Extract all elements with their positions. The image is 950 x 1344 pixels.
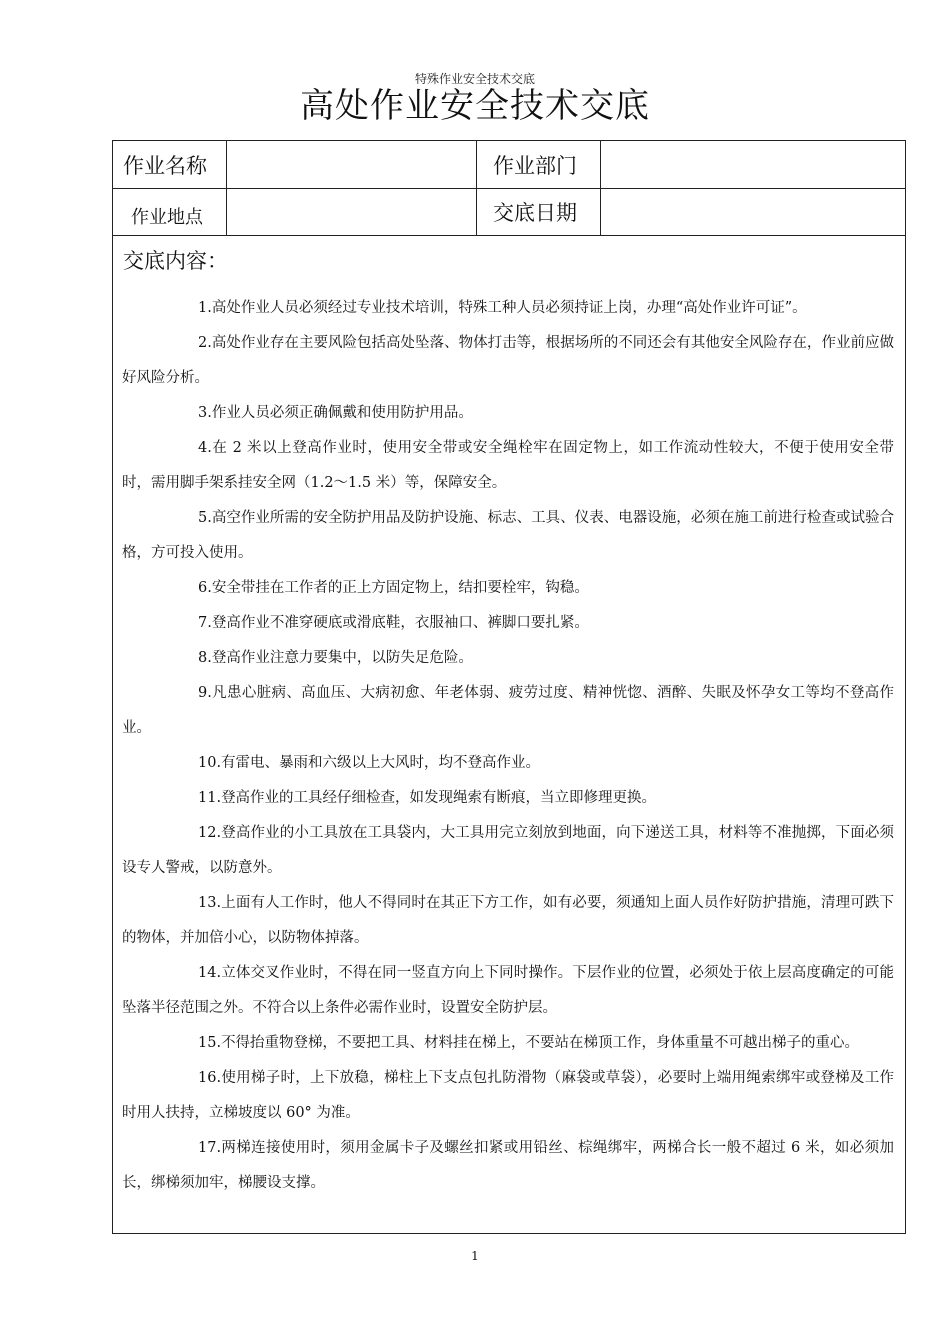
item-number: 13. bbox=[198, 895, 222, 911]
item-number: 11. bbox=[198, 790, 222, 806]
header-note: 特殊作业安全技术交底 bbox=[414, 72, 535, 86]
item-text: 立体交叉作业时，不得在同一竖直方向上下同时操作。下层作业的位置，必须处于依上层高度确定的可能坠落半径范围之外。不符合以上条件必需作业时，设置安全防护层。 bbox=[122, 965, 894, 1016]
list-item bbox=[122, 641, 894, 676]
item-text: 登高作业注意力要集中，以防失足危险。 bbox=[211, 650, 473, 666]
item-number: 9. bbox=[198, 685, 212, 701]
list-item bbox=[122, 746, 894, 781]
item-text: 在 2 米以上登高作业时，使用安全带或安全绳栓牢在固定物上，如工作流动性较大，不便于使用安全带时，需用脚手架系挂安全网（1.2～1.5 米）等，保障安全。 bbox=[122, 440, 894, 491]
list-item bbox=[122, 431, 894, 501]
list-item bbox=[122, 1026, 894, 1061]
item-number: 17. bbox=[198, 1140, 222, 1156]
item-number: 3. bbox=[198, 405, 212, 421]
location-field[interactable] bbox=[227, 188, 477, 235]
item-text: 高处作业存在主要风险包括高处坠落、物体打击等，根据场所的不同还会有其他安全风险存在，作业前应做好风险分析。 bbox=[122, 335, 894, 386]
item-number: 2. bbox=[198, 335, 212, 351]
briefing-form bbox=[112, 140, 906, 1234]
list-item bbox=[122, 676, 894, 746]
item-number: 12. bbox=[198, 825, 222, 841]
list-item bbox=[122, 1061, 894, 1131]
item-number: 5. bbox=[198, 510, 212, 526]
item-text: 登高作业不准穿硬底或滑底鞋，衣服袖口、裤脚口要扎紧。 bbox=[211, 615, 589, 631]
item-number: 10. bbox=[198, 755, 222, 771]
list-item bbox=[122, 816, 894, 886]
item-text: 使用梯子时，上下放稳，梯柱上下支点包扎防滑物（麻袋或草袋），必要时上端用绳索绑牢或登梯及工作时用人扶持，立梯坡度以 60° 为准。 bbox=[122, 1070, 894, 1121]
item-number: 15. bbox=[198, 1035, 222, 1051]
list-item bbox=[122, 1131, 894, 1201]
date-label: 交底日期 bbox=[477, 188, 601, 235]
item-number: 16. bbox=[198, 1070, 222, 1086]
list-item bbox=[122, 396, 894, 431]
list-item bbox=[122, 501, 894, 571]
work-name-label: 作业名称 bbox=[113, 141, 227, 188]
list-item bbox=[122, 571, 894, 606]
item-text: 有雷电、暴雨和六级以上大风时，均不登高作业。 bbox=[221, 755, 541, 771]
list-item bbox=[122, 606, 894, 641]
item-number: 6. bbox=[198, 580, 212, 596]
page-title: 高处作业安全技术交底 bbox=[300, 86, 650, 126]
list-item bbox=[122, 781, 894, 816]
page-number: 1 bbox=[471, 1249, 479, 1263]
list-item bbox=[122, 886, 894, 956]
list-item bbox=[122, 956, 894, 1026]
date-field[interactable] bbox=[601, 188, 907, 235]
item-text: 上面有人工作时，他人不得同时在其正下方工作，如有必要，须通知上面人员作好防护措施，清理可跌下的物体，并加倍小心，以防物体掉落。 bbox=[122, 895, 894, 946]
item-number: 14. bbox=[198, 965, 222, 981]
briefing-content bbox=[122, 291, 894, 1201]
item-text: 高空作业所需的安全防护用品及防护设施、标志、工具、仪表、电器设施，必须在施工前进行检查或试验合格，方可投入使用。 bbox=[122, 510, 894, 561]
item-number: 4. bbox=[198, 440, 212, 456]
form-row-2 bbox=[113, 188, 905, 236]
item-text: 不得抬重物登梯，不要把工具、材料挂在梯上，不要站在梯顶工作，身体重量不可越出梯子的重心。 bbox=[221, 1035, 860, 1051]
item-text: 作业人员必须正确佩戴和使用防护用品。 bbox=[211, 405, 473, 421]
list-item bbox=[122, 326, 894, 396]
form-row-1 bbox=[113, 141, 905, 189]
item-text: 登高作业的小工具放在工具袋内，大工具用完立刻放到地面，向下递送工具，材料等不准抛掷，下面必须设专人警戒，以防意外。 bbox=[122, 825, 894, 876]
work-name-field[interactable] bbox=[227, 141, 477, 188]
list-item bbox=[122, 291, 894, 326]
content-heading: 交底内容： bbox=[123, 249, 228, 273]
item-number: 1. bbox=[198, 300, 212, 316]
item-text: 凡患心脏病、高血压、大病初愈、年老体弱、疲劳过度、精神恍惚、酒醉、失眠及怀孕女工等均不登高作业。 bbox=[122, 685, 894, 736]
item-number: 8. bbox=[198, 650, 212, 666]
location-label: 作业地点 bbox=[113, 188, 227, 235]
item-text: 登高作业的工具经仔细检查，如发现绳索有断痕，当立即修理更换。 bbox=[221, 790, 657, 806]
item-text: 安全带挂在工作者的正上方固定物上，结扣要栓牢，钩稳。 bbox=[211, 580, 589, 596]
item-text: 两梯连接使用时，须用金属卡子及螺丝扣紧或用铅丝、棕绳绑牢，两梯合长一般不超过 6 米，如必须加长，绑梯须加牢，梯腰设支撑。 bbox=[122, 1140, 894, 1191]
department-field[interactable] bbox=[601, 141, 907, 188]
item-number: 7. bbox=[198, 615, 212, 631]
item-text: 高处作业人员必须经过专业技术培训，特殊工种人员必须持证上岗，办理“高处作业许可证”。 bbox=[211, 300, 807, 316]
department-label: 作业部门 bbox=[477, 141, 601, 188]
